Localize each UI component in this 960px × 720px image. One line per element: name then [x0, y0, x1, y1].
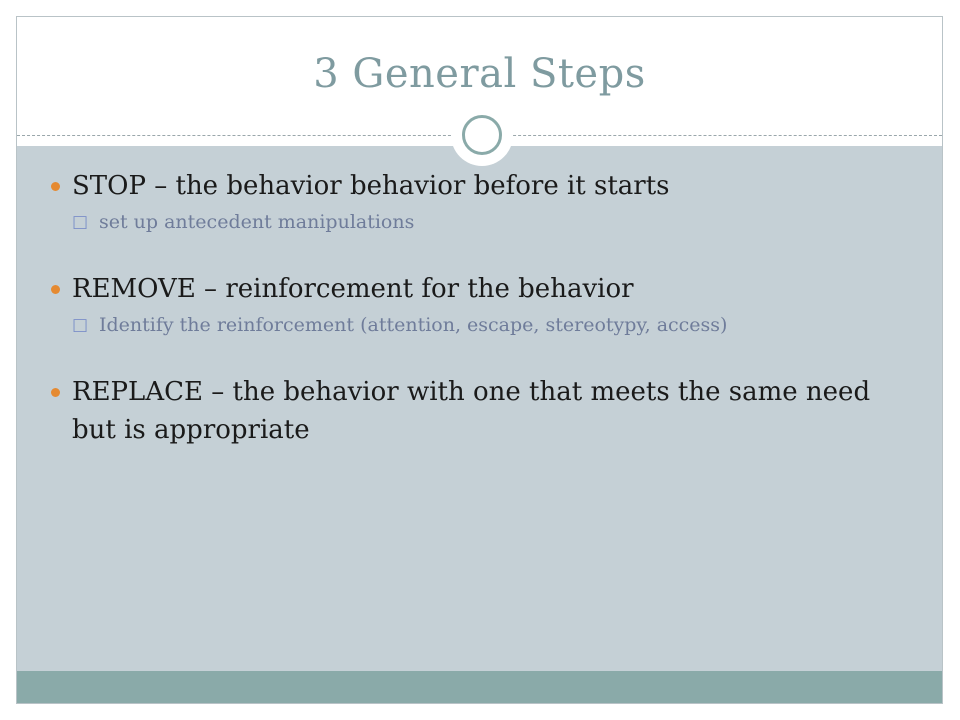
sub-bullet-text: Identify the reinforcement (attention, escape, stereotypy, access): [99, 314, 728, 336]
circle-bullet-icon: [51, 182, 60, 191]
footer-bar: [17, 671, 942, 704]
sub-bullet-item: [72, 312, 902, 339]
hollow-square-bullet-icon: □: [72, 212, 89, 232]
bullet-text: REPLACE – the behavior with one that meets the same need but is appropriate: [72, 377, 871, 445]
ring-ornament-icon: [451, 104, 513, 166]
bullet-item-replace: [47, 373, 902, 449]
circle-bullet-icon: [51, 285, 60, 294]
bullet-item-remove: [47, 270, 902, 339]
hollow-square-bullet-icon: □: [72, 315, 89, 335]
slide: [16, 16, 943, 704]
bullet-text: REMOVE – reinforcement for the behavior: [72, 274, 634, 304]
sub-bullet-item: [72, 209, 902, 236]
circle-bullet-icon: [51, 388, 60, 397]
bullet-list: [47, 167, 902, 449]
bullet-item-stop: [47, 167, 902, 236]
sub-bullet-text: set up antecedent manipulations: [99, 211, 415, 233]
ring-ornament-inner: [462, 115, 502, 155]
bullet-text: STOP – the behavior behavior before it starts: [72, 171, 670, 201]
slide-title: 3 General Steps: [313, 51, 646, 97]
